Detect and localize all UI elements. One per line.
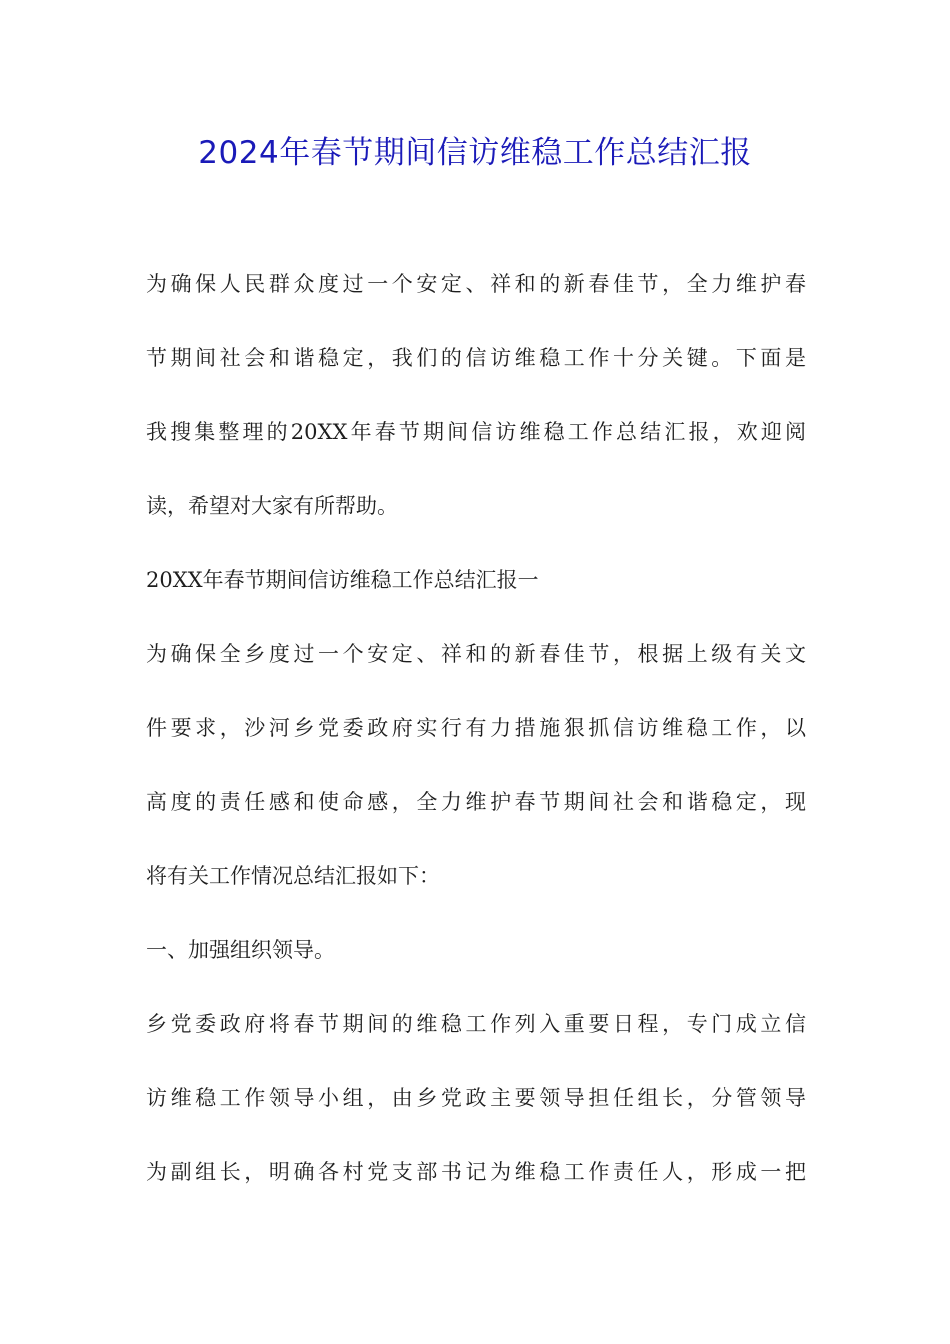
- body-line: 件要求，沙河乡党委政府实行有力措施狠抓信访维稳工作，以: [146, 716, 806, 740]
- body-line: 访维稳工作领导小组，由乡党政主要领导担任组长，分管领导: [146, 1086, 806, 1110]
- body-line: 将有关工作情况总结汇报如下：: [146, 864, 440, 888]
- document-body: [146, 262, 806, 1224]
- body-line: 节期间社会和谐稳定，我们的信访维稳工作十分关键。下面是: [146, 346, 806, 370]
- body-line: 高度的责任感和使命感，全力维护春节期间社会和谐稳定，现: [146, 790, 806, 814]
- body-line: 读，希望对大家有所帮助。: [146, 494, 398, 518]
- subsection-heading: 一、加强组织领导。: [146, 938, 335, 962]
- body-line: 为副组长，明确各村党支部书记为维稳工作责任人，形成一把: [146, 1160, 806, 1184]
- body-line: 为确保全乡度过一个安定、祥和的新春佳节，根据上级有关文: [146, 642, 806, 666]
- body-line: 乡党委政府将春节期间的维稳工作列入重要日程，专门成立信: [146, 1012, 806, 1036]
- document-title: 2024年春节期间信访维稳工作总结汇报: [198, 135, 752, 171]
- body-line: 我搜集整理的20XX年春节期间信访维稳工作总结汇报，欢迎阅: [146, 420, 806, 444]
- body-line: 为确保人民群众度过一个安定、祥和的新春佳节，全力维护春: [146, 272, 806, 296]
- section-heading: 20XX年春节期间信访维稳工作总结汇报一: [146, 568, 539, 592]
